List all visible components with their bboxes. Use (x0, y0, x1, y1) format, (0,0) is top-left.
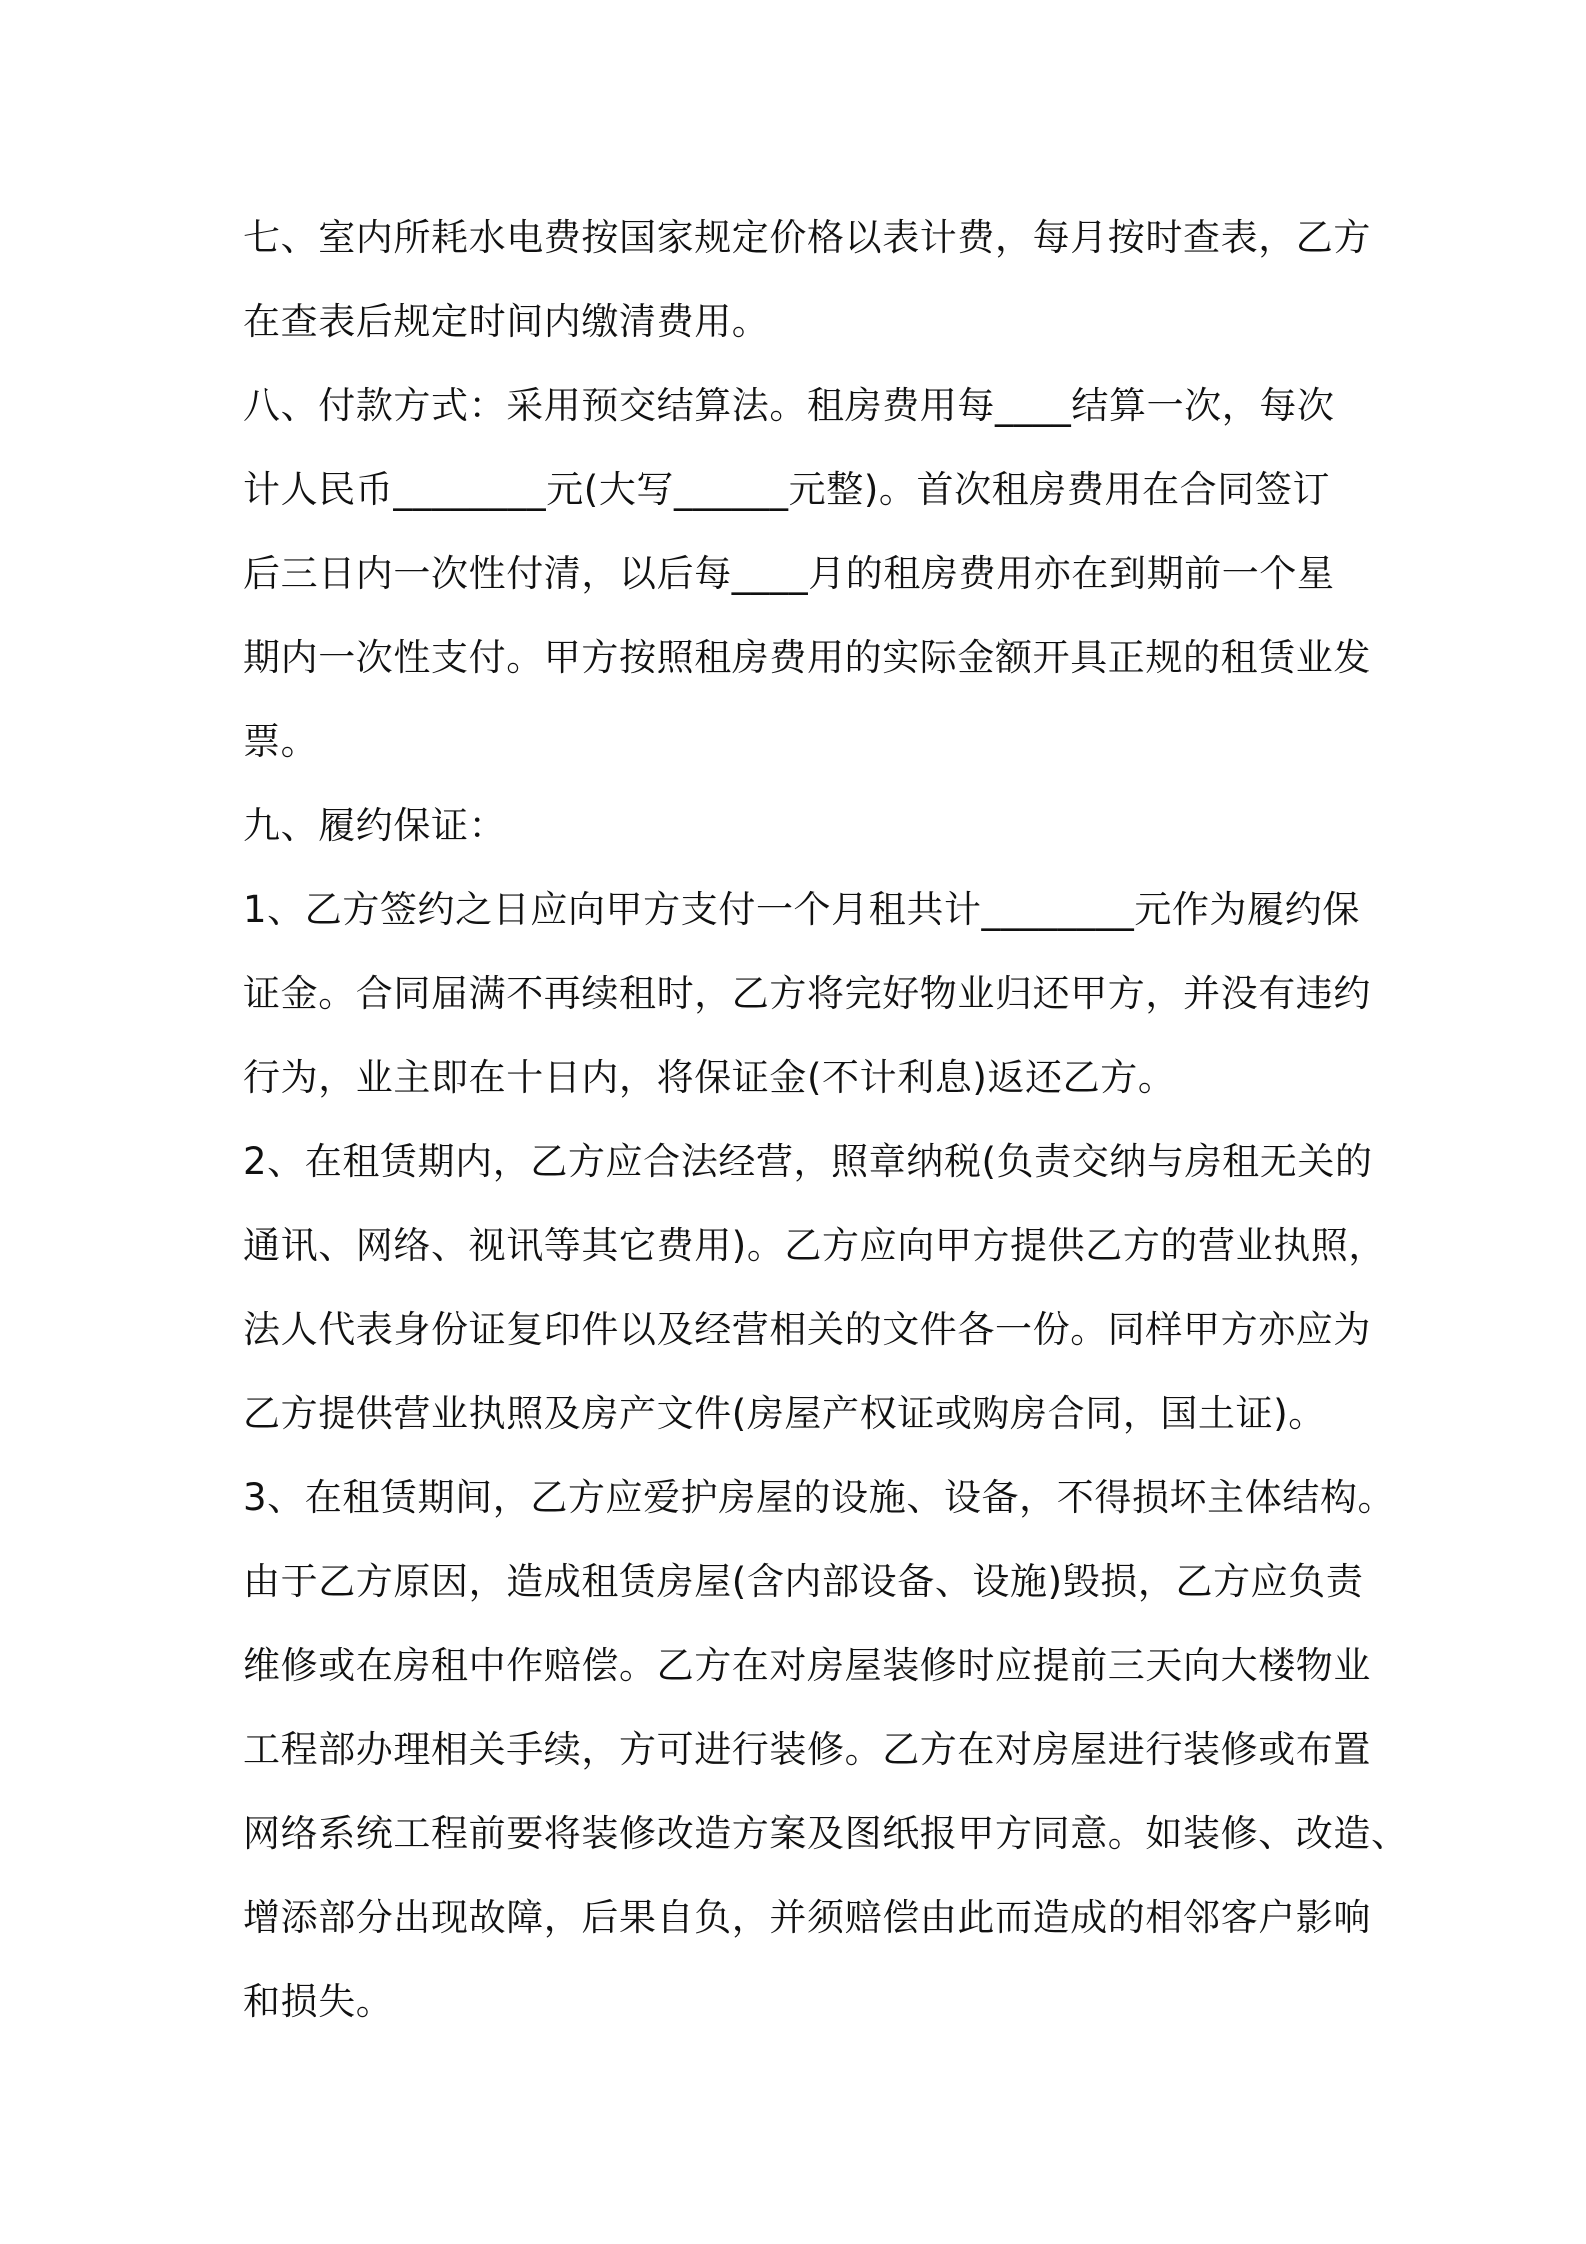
text-line: 八、付款方式：采用预交结算法。租房费用每____结算一次，每次 (243, 384, 1335, 427)
document-body (243, 196, 1409, 2044)
text-line: 通讯、网络、视讯等其它费用)。乙方应向甲方提供乙方的营业执照， (243, 1224, 1387, 1267)
text-line: 和损失。 (243, 1980, 394, 2023)
text-line: 3、在租赁期间，乙方应爱护房屋的设施、设备，不得损坏主体结构。 (243, 1476, 1396, 1519)
text-line: 工程部办理相关手续，方可进行装修。乙方在对房屋进行装修或布置 (243, 1728, 1371, 1771)
text-line: 期内一次性支付。甲方按照租房费用的实际金额开具正规的租赁业发 (243, 636, 1371, 679)
text-line: 在查表后规定时间内缴清费用。 (243, 300, 770, 343)
text-line: 由于乙方原因，造成租赁房屋(含内部设备、设施)毁损，乙方应负责 (243, 1560, 1364, 1603)
text-line: 七、室内所耗水电费按国家规定价格以表计费，每月按时查表，乙方 (243, 216, 1371, 259)
text-line: 后三日内一次性付清，以后每____月的租房费用亦在到期前一个星 (243, 552, 1335, 595)
text-line: 票。 (243, 720, 319, 763)
text-line: 2、在租赁期内，乙方应合法经营，照章纳税(负责交纳与房租无关的 (243, 1140, 1373, 1183)
text-line: 1、乙方签约之日应向甲方支付一个月租共计________元作为履约保 (243, 888, 1360, 931)
text-line: 行为，业主即在十日内，将保证金(不计利息)返还乙方。 (243, 1056, 1176, 1099)
text-line: 乙方提供营业执照及房产文件(房屋产权证或购房合同，国土证)。 (243, 1392, 1326, 1435)
text-line: 维修或在房租中作赔偿。乙方在对房屋装修时应提前三天向大楼物业 (243, 1644, 1371, 1687)
text-line: 证金。合同届满不再续租时，乙方将完好物业归还甲方，并没有违约 (243, 972, 1371, 1015)
text-line: 网络系统工程前要将装修改造方案及图纸报甲方同意。如装修、改造、 (243, 1812, 1409, 1855)
text-line: 计人民币________元(大写______元整)。首次租房费用在合同签订 (243, 468, 1331, 511)
text-line: 法人代表身份证复印件以及经营相关的文件各一份。同样甲方亦应为 (243, 1308, 1371, 1351)
text-line: 九、履约保证： (243, 804, 507, 847)
text-line: 增添部分出现故障，后果自负，并须赔偿由此而造成的相邻客户影响 (243, 1896, 1371, 1939)
